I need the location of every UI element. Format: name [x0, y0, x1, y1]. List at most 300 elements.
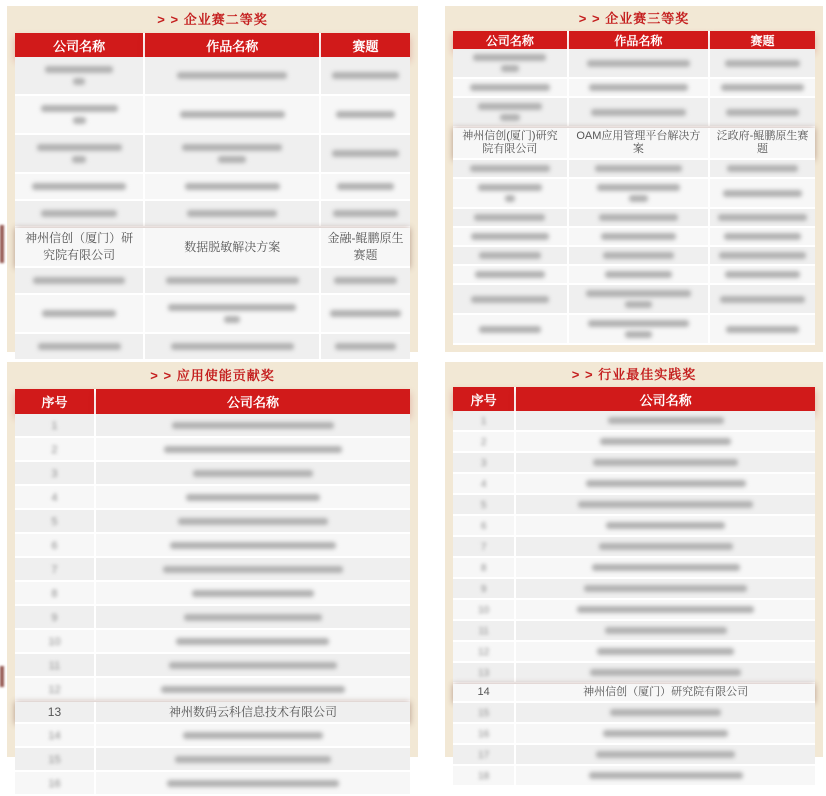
blurred-text-bar	[479, 252, 541, 259]
cell-serial-number	[453, 703, 516, 724]
cell-company-name	[96, 630, 410, 654]
cell-serial-number	[453, 642, 516, 663]
table-body	[15, 57, 410, 361]
cell-topic	[710, 160, 815, 179]
table-header-cell: 赛题	[710, 31, 815, 49]
blurred-serial-number: 3	[51, 467, 58, 480]
table-row-blurred	[453, 495, 815, 516]
cell-company-name	[453, 160, 569, 179]
cell-serial-number	[15, 582, 96, 606]
cell-serial-number	[453, 432, 516, 453]
blurred-text-bar	[337, 183, 395, 190]
table-row-blurred	[453, 558, 815, 579]
cell-serial-number	[453, 411, 516, 432]
blurred-text-bar	[185, 183, 280, 190]
cell-work-name	[569, 315, 710, 345]
table-row-blurred	[453, 160, 815, 179]
cell-company-name	[516, 537, 815, 558]
blurred-text-bar	[578, 501, 752, 508]
cell-serial-number	[453, 663, 516, 684]
blurred-text-bar	[596, 751, 736, 758]
cell-company-name	[516, 766, 815, 787]
table-header-row	[453, 31, 815, 49]
blurred-serial-number: 15	[48, 753, 61, 766]
blurred-text-bar	[592, 564, 740, 571]
cell-serial-number	[15, 678, 96, 702]
cell-work-name	[569, 179, 710, 209]
cell-company-name	[96, 678, 410, 702]
blurred-text-bar	[478, 103, 543, 110]
table-row-blurred	[453, 745, 815, 766]
blurred-text-bar	[180, 111, 285, 118]
blurred-text-bar	[475, 271, 545, 278]
blurred-text-bar	[38, 343, 121, 350]
blurred-serial-number: 8	[51, 587, 58, 600]
blurred-text-bar	[473, 54, 546, 61]
blurred-text-bar	[726, 326, 800, 333]
cell-topic	[321, 57, 410, 96]
table-header-cell: 公司名称	[453, 31, 569, 49]
blurred-text-bar	[169, 662, 337, 669]
cell-serial-number	[15, 558, 96, 582]
blurred-text-bar	[470, 165, 549, 172]
table-header-cell: 作品名称	[569, 31, 710, 49]
blurred-text-bar	[597, 648, 734, 655]
blurred-text-bar	[721, 84, 804, 91]
cell-company-name	[516, 558, 815, 579]
table-row-blurred	[15, 534, 410, 558]
cell-work-name	[569, 247, 710, 266]
blurred-text-bar	[171, 343, 294, 350]
table-row-blurred	[453, 724, 815, 745]
cell-company-name	[15, 201, 145, 228]
table-header-cell: 序号	[15, 389, 96, 414]
blurred-serial-number: 13	[478, 668, 490, 679]
blurred-serial-number: 12	[478, 647, 490, 658]
blurred-text-bar	[332, 72, 400, 79]
cell-company-name	[96, 582, 410, 606]
table-row-blurred	[453, 228, 815, 247]
blurred-serial-number: 4	[51, 491, 58, 504]
cell-company-name	[516, 663, 815, 684]
cell-serial-number	[453, 453, 516, 474]
panel-third-prize	[445, 6, 823, 352]
blurred-text-bar	[597, 184, 680, 191]
blurred-text-bar	[170, 542, 335, 549]
cell-company-name	[516, 600, 815, 621]
blurred-text-bar	[605, 627, 727, 634]
blurred-text-bar	[45, 66, 114, 73]
cell-company-name	[96, 510, 410, 534]
cell-work-name	[145, 135, 321, 174]
table-row-blurred	[15, 462, 410, 486]
cell-work-name	[569, 98, 710, 128]
cell-company-name: 神州信创（厦门）研究院有限公司	[516, 684, 815, 703]
cell-work-name: 数据脱敏解决方案	[145, 228, 321, 268]
blurred-text-bar	[474, 214, 545, 221]
cell-company-name	[15, 174, 145, 201]
blurred-text-bar	[163, 566, 344, 573]
cell-serial-number: 14	[453, 684, 516, 703]
cell-company-name	[453, 228, 569, 247]
blurred-serial-number: 2	[51, 443, 58, 456]
blurred-text-bar	[73, 117, 86, 124]
cell-topic	[321, 174, 410, 201]
blurred-text-bar	[727, 165, 798, 172]
cell-company-name	[96, 462, 410, 486]
blurred-text-bar	[330, 310, 400, 317]
table-row-blurred	[15, 438, 410, 462]
cell-work-name	[569, 285, 710, 315]
blurred-text-bar	[589, 84, 687, 91]
panel-title: > > 企业赛二等奖	[157, 12, 268, 27]
blurred-text-bar	[606, 522, 725, 529]
cell-topic	[710, 247, 815, 266]
cell-topic	[710, 285, 815, 315]
cell-topic	[321, 96, 410, 135]
table-row-blurred	[15, 606, 410, 630]
table-row-blurred	[453, 663, 815, 684]
cell-company-name	[453, 247, 569, 266]
table-row-blurred	[453, 537, 815, 558]
table-row-blurred	[453, 432, 815, 453]
cell-topic: 泛政府-鲲鹏原生赛题	[710, 128, 815, 160]
cell-work-name	[145, 201, 321, 228]
cell-work-name	[569, 79, 710, 98]
blurred-text-bar	[593, 459, 738, 466]
blurred-text-bar	[625, 331, 653, 338]
awards-table	[453, 31, 815, 345]
cell-company-name	[15, 96, 145, 135]
blurred-serial-number: 6	[51, 539, 58, 552]
table-row-blurred	[453, 411, 815, 432]
cell-topic	[321, 295, 410, 334]
cell-company-name	[516, 724, 815, 745]
blurred-serial-number: 14	[48, 729, 61, 742]
cell-company-name	[96, 748, 410, 772]
table-row-blurred	[15, 135, 410, 174]
table-row-blurred	[453, 600, 815, 621]
cell-serial-number	[15, 486, 96, 510]
blurred-text-bar	[591, 109, 685, 116]
blurred-text-bar	[186, 494, 321, 501]
blurred-text-bar	[599, 214, 678, 221]
cell-topic	[710, 266, 815, 285]
blurred-text-bar	[584, 585, 747, 592]
table-row-blurred	[15, 510, 410, 534]
blurred-text-bar	[603, 252, 674, 259]
cell-work-name	[145, 174, 321, 201]
table-row-blurred	[453, 247, 815, 266]
blurred-text-bar	[588, 320, 689, 327]
cell-serial-number	[453, 724, 516, 745]
blurred-text-bar	[500, 114, 520, 121]
cell-topic	[710, 49, 815, 79]
cell-serial-number	[15, 534, 96, 558]
table-header-cell: 序号	[453, 387, 516, 411]
table-row-blurred	[15, 748, 410, 772]
cell-company-name	[96, 534, 410, 558]
blurred-serial-number: 9	[51, 611, 58, 624]
table-row-blurred	[453, 49, 815, 79]
blurred-text-bar	[161, 686, 345, 693]
table-row-blurred	[453, 703, 815, 724]
cell-serial-number	[453, 579, 516, 600]
blurred-text-bar	[586, 480, 746, 487]
blurred-text-bar	[595, 165, 682, 172]
table-row-blurred	[453, 179, 815, 209]
blurred-serial-number: 3	[480, 458, 487, 469]
cell-company-name	[15, 57, 145, 96]
blurred-serial-number: 15	[478, 708, 490, 719]
table-row-blurred	[453, 98, 815, 128]
blurred-text-bar	[625, 301, 651, 308]
blurred-text-bar	[610, 709, 720, 716]
cell-company-name	[453, 49, 569, 79]
table-row-blurred	[15, 268, 410, 295]
cell-serial-number	[15, 510, 96, 534]
blurred-text-bar	[334, 277, 397, 284]
blurred-text-bar	[725, 60, 800, 67]
cell-topic	[321, 334, 410, 361]
table-row-blurred	[15, 486, 410, 510]
table-row-blurred	[453, 579, 815, 600]
table-row-highlighted	[15, 702, 410, 724]
cell-serial-number	[453, 516, 516, 537]
table-row-blurred	[15, 414, 410, 438]
cell-company-name	[453, 266, 569, 285]
blurred-serial-number: 1	[480, 416, 487, 427]
blurred-text-bar	[175, 756, 331, 763]
cell-topic	[710, 315, 815, 345]
cell-company-name	[516, 642, 815, 663]
table-row-blurred	[15, 295, 410, 334]
table-row-blurred	[453, 642, 815, 663]
blurred-text-bar	[42, 310, 117, 317]
blurred-text-bar	[599, 543, 733, 550]
blurred-serial-number: 2	[480, 437, 487, 448]
table-row-blurred	[453, 285, 815, 315]
blurred-text-bar	[478, 184, 541, 191]
blurred-serial-number: 6	[480, 521, 487, 532]
cell-company-name	[453, 285, 569, 315]
blurred-text-bar	[471, 296, 548, 303]
blurred-text-bar	[726, 109, 799, 116]
cell-company-name	[516, 516, 815, 537]
cell-serial-number	[15, 438, 96, 462]
cell-topic: 金融-鲲鹏原生赛题	[321, 228, 410, 268]
blurred-text-bar	[335, 343, 397, 350]
cell-serial-number	[15, 630, 96, 654]
cell-work-name	[569, 49, 710, 79]
table-row-blurred	[453, 453, 815, 474]
table-row-blurred	[453, 266, 815, 285]
cell-serial-number	[15, 772, 96, 796]
table-row-blurred	[15, 772, 410, 796]
cell-company-name	[96, 654, 410, 678]
blurred-text-bar	[167, 780, 338, 787]
awards-table	[15, 33, 410, 361]
blurred-text-bar	[603, 730, 728, 737]
cell-company-name	[96, 438, 410, 462]
table-row-blurred	[15, 174, 410, 201]
table-header-row	[453, 387, 815, 411]
cell-work-name	[569, 209, 710, 228]
blurred-serial-number: 5	[480, 500, 487, 511]
cell-serial-number	[453, 766, 516, 787]
cell-serial-number	[453, 745, 516, 766]
table-header-cell: 赛题	[321, 33, 410, 57]
blurred-text-bar	[166, 277, 299, 284]
blurred-serial-number: 11	[48, 659, 61, 672]
blurred-serial-number: 16	[48, 777, 61, 790]
cell-company-name	[516, 411, 815, 432]
table-body	[453, 411, 815, 787]
cell-company-name	[15, 334, 145, 361]
blurred-text-bar	[224, 316, 240, 323]
blurred-text-bar	[33, 277, 125, 284]
blurred-text-bar	[182, 144, 282, 151]
table-row-blurred	[453, 474, 815, 495]
blurred-text-bar	[577, 606, 754, 613]
cell-company-name	[453, 209, 569, 228]
cell-company-name	[96, 558, 410, 582]
blurred-text-bar	[600, 438, 731, 445]
table-row-blurred	[453, 621, 815, 642]
blurred-text-bar	[608, 417, 724, 424]
cell-work-name	[145, 334, 321, 361]
blurred-text-bar	[218, 156, 246, 163]
cell-serial-number	[15, 654, 96, 678]
panel-title: > > 行业最佳实践奖	[571, 367, 697, 382]
cell-work-name: OAM应用管理平台解决方案	[569, 128, 710, 160]
blurred-serial-number: 9	[480, 584, 487, 595]
cell-serial-number	[453, 474, 516, 495]
cell-serial-number	[453, 537, 516, 558]
blurred-text-bar	[725, 271, 801, 278]
cell-company-name	[516, 703, 815, 724]
blurred-serial-number: 16	[478, 729, 490, 740]
blurred-serial-number: 10	[48, 635, 61, 648]
blurred-text-bar	[601, 233, 676, 240]
cell-work-name	[145, 268, 321, 295]
cell-work-name	[569, 266, 710, 285]
blurred-text-bar	[723, 190, 803, 197]
cell-company-name	[96, 772, 410, 796]
blurred-text-bar	[479, 326, 540, 333]
cell-work-name	[145, 295, 321, 334]
blurred-text-bar	[183, 732, 324, 739]
blurred-text-bar	[37, 144, 122, 151]
blurred-text-bar	[501, 65, 519, 72]
blurred-text-bar	[333, 210, 398, 217]
table-row-blurred	[15, 654, 410, 678]
cell-company-name	[516, 474, 815, 495]
blurred-serial-number: 5	[51, 515, 58, 528]
cell-topic	[321, 268, 410, 295]
cell-company-name	[453, 79, 569, 98]
blurred-text-bar	[332, 150, 398, 157]
blurred-text-bar	[164, 446, 341, 453]
table-header-cell: 公司名称	[516, 387, 815, 411]
cell-topic	[710, 228, 815, 247]
cell-company-name	[15, 295, 145, 334]
table-row-blurred	[15, 678, 410, 702]
table-row-blurred	[453, 516, 815, 537]
cell-topic	[321, 135, 410, 174]
blurred-serial-number: 12	[48, 683, 61, 696]
cell-company-name	[516, 453, 815, 474]
blurred-text-bar	[590, 669, 741, 676]
table-header-cell: 作品名称	[145, 33, 321, 57]
blurred-serial-number: 7	[480, 542, 487, 553]
cell-company-name: 神州信创(厦门)研究院有限公司	[453, 128, 569, 160]
table-row-highlighted	[453, 128, 815, 160]
cell-serial-number	[15, 606, 96, 630]
cell-company-name	[96, 486, 410, 510]
cell-serial-number	[453, 621, 516, 642]
blurred-text-bar	[192, 590, 314, 597]
blurred-serial-number: 8	[480, 563, 487, 574]
cell-company-name	[453, 179, 569, 209]
cell-serial-number	[453, 558, 516, 579]
cell-serial-number: 13	[15, 702, 96, 724]
blurred-text-bar	[720, 296, 804, 303]
cell-serial-number	[453, 495, 516, 516]
cell-company-name	[453, 98, 569, 128]
cell-topic	[710, 179, 815, 209]
blurred-text-bar	[184, 614, 322, 621]
blurred-text-bar	[505, 195, 516, 202]
blurred-text-bar	[172, 422, 334, 429]
table-row-blurred	[453, 209, 815, 228]
table-row-blurred	[15, 334, 410, 361]
panel-best-practice	[445, 362, 823, 782]
cell-company-name: 神州信创（厦门）研究院有限公司	[15, 228, 145, 268]
blurred-text-bar	[336, 111, 395, 118]
blurred-text-bar	[724, 233, 802, 240]
table-row-blurred	[15, 582, 410, 606]
awards-table	[15, 389, 410, 796]
cell-topic	[321, 201, 410, 228]
cell-company-name	[15, 135, 145, 174]
panel-enablement-contribution	[7, 362, 418, 790]
cell-company-name: 神州数码云科信息技术有限公司	[96, 702, 410, 724]
highlight-edge-marker	[0, 666, 4, 687]
cell-serial-number	[15, 724, 96, 748]
blurred-text-bar	[719, 252, 805, 259]
table-body	[453, 49, 815, 345]
blurred-serial-number: 4	[480, 479, 487, 490]
cell-topic	[710, 98, 815, 128]
cell-company-name	[516, 495, 815, 516]
blurred-text-bar	[168, 304, 296, 311]
cell-company-name	[516, 621, 815, 642]
cell-serial-number	[15, 414, 96, 438]
cell-work-name	[569, 228, 710, 247]
table-header-cell: 公司名称	[15, 33, 145, 57]
cell-company-name	[15, 268, 145, 295]
blurred-serial-number: 17	[478, 750, 490, 761]
cell-serial-number	[453, 600, 516, 621]
blurred-serial-number: 11	[478, 626, 489, 637]
cell-topic	[710, 209, 815, 228]
table-row-blurred	[453, 766, 815, 787]
blurred-serial-number: 10	[478, 605, 490, 616]
cell-company-name	[96, 724, 410, 748]
blurred-text-bar	[470, 84, 550, 91]
blurred-serial-number: 7	[51, 563, 58, 576]
